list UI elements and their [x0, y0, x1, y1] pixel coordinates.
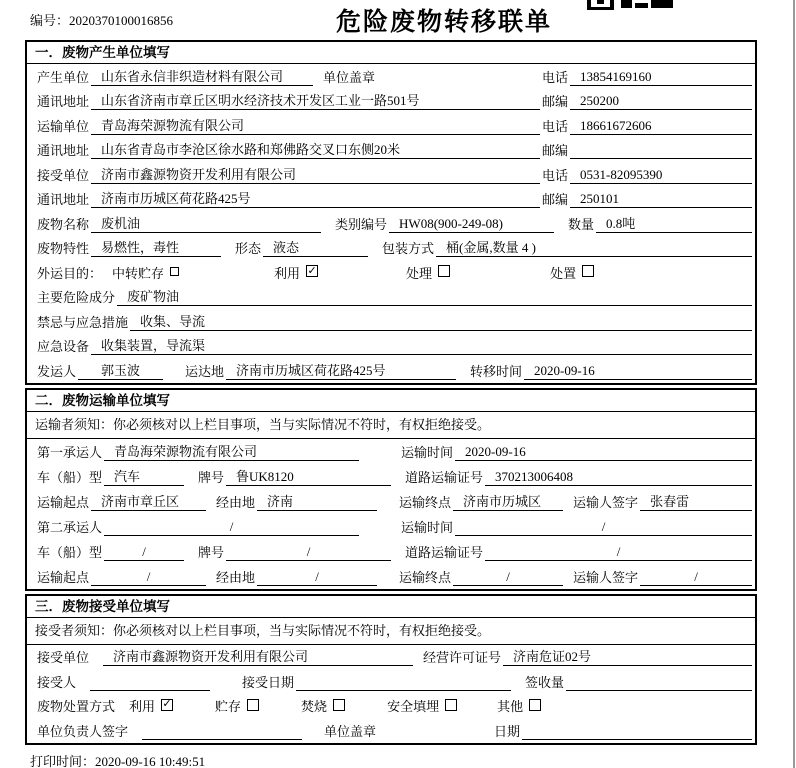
- row-vehicle1: [27, 464, 755, 489]
- vehicle-type-label: 车（船）型: [37, 469, 103, 485]
- form-value: 液态: [263, 237, 368, 257]
- form-label: 形态: [235, 241, 262, 256]
- row-receive-person: [27, 669, 755, 694]
- transport-notice: 运输者须知：你必须核对以上栏目事项，当与实际情况不符时，有权拒绝接受。: [27, 412, 755, 439]
- purpose-option: [112, 263, 179, 282]
- received-amount-label: 签收量: [525, 674, 565, 690]
- date-value: [522, 723, 752, 740]
- row-receiver-address: [27, 187, 755, 212]
- disposal-option: [497, 696, 541, 715]
- row-receive-unit: [27, 645, 755, 670]
- leader-sign-label: 单位负责人签字: [37, 723, 129, 739]
- date-label: 日期: [493, 723, 520, 739]
- carrier2-value: /: [104, 519, 359, 536]
- row-receiver: [27, 162, 755, 187]
- producer-value: 山东省永信非织造材料有限公司: [91, 66, 313, 86]
- transporter-sign-value: /: [640, 569, 752, 586]
- receive-person-value: [90, 674, 210, 691]
- zip-value-blank: [570, 142, 752, 159]
- transfer-time-label: 转移时间: [470, 363, 523, 379]
- route-via-label: 经由地: [216, 569, 256, 585]
- receive-date-value: [296, 674, 511, 691]
- transport-time-value: /: [455, 519, 752, 536]
- phone-value: 18661672606: [570, 118, 752, 135]
- address-value: 济南市历城区荷花路425号: [91, 188, 540, 208]
- category-label: 类别编号: [335, 216, 388, 232]
- section-producer-header: 一．废物产生单位填写: [27, 42, 755, 64]
- route-via-label: 经由地: [216, 494, 256, 510]
- checkbox-unchecked: [247, 699, 259, 711]
- section-transport-header: 二．废物运输单位填写: [27, 390, 755, 412]
- row-leader-sign: [27, 718, 755, 743]
- waste-name-value: 废机油: [91, 213, 321, 233]
- route-start-value: /: [91, 569, 206, 586]
- route-via-value: /: [257, 569, 377, 586]
- row-waste-character: [27, 236, 755, 261]
- doc-number-label: 编号：: [30, 13, 70, 28]
- row-transporter-address: [27, 138, 755, 163]
- row-carrier1: [27, 439, 755, 464]
- address-label: 通讯地址: [37, 192, 90, 207]
- print-time-value: 2020-09-16 10:49:51: [95, 753, 206, 768]
- row-route1: [27, 489, 755, 514]
- transport-time-label: 运输时间: [401, 519, 454, 535]
- print-time-label: 打印时间：: [30, 753, 96, 768]
- checkbox-label: 利用: [129, 699, 156, 714]
- checkbox-unchecked: [445, 699, 457, 711]
- transporter-label: 运输单位: [37, 118, 90, 134]
- doc-number-value: 2020370100016856: [69, 13, 174, 28]
- checkbox-checked: ✓: [307, 264, 317, 277]
- checkbox-label: 中转贮存: [112, 265, 165, 281]
- address-value: 山东省济南市章丘区明水经济技术开发区工业一路501号: [91, 90, 540, 110]
- producer-label: 产生单位: [37, 69, 90, 85]
- category-value: HW08(900-249-08): [389, 216, 554, 233]
- row-disposal: [27, 694, 755, 719]
- checkbox-checked: ✓: [162, 698, 172, 710]
- address-label: 通讯地址: [37, 143, 90, 158]
- checkbox-label: 处置: [550, 265, 577, 281]
- transporter-sign-value: 张春雷: [640, 491, 752, 511]
- phone-value: 0531-82095390: [570, 167, 752, 184]
- permit-value: 济南危证02号: [503, 646, 752, 666]
- row-vehicle2: [27, 539, 755, 564]
- print-time: [30, 751, 796, 768]
- section-receiver: [25, 594, 757, 745]
- leader-sign-value: [142, 723, 302, 740]
- row-carrier2: [27, 514, 755, 539]
- plate-value: 鲁UK8120: [226, 466, 391, 486]
- phone-label: 电话: [542, 118, 569, 134]
- row-hazard: [27, 285, 755, 310]
- route-start-label: 运输起点: [37, 494, 90, 510]
- route-via-value: 济南: [257, 491, 377, 511]
- disposal-option: [129, 696, 173, 715]
- vehicle-type-label: 车（船）型: [37, 544, 103, 560]
- checkbox-unchecked: [170, 267, 179, 276]
- row-producer-address: [27, 89, 755, 114]
- carrier1-label: 第一承运人: [37, 444, 103, 460]
- document-header: [0, 0, 796, 40]
- unit-seal-label: 单位盖章: [323, 69, 376, 85]
- phone-label: 电话: [542, 167, 569, 183]
- route-end-value: 济南市历城区: [453, 491, 563, 511]
- transporter-sign-label: 运输人签字: [573, 569, 639, 585]
- route-end-label: 运输终点: [399, 494, 452, 510]
- checkbox-label: 安全填埋: [387, 699, 440, 714]
- row-waste-name: [27, 211, 755, 236]
- row-transporter: [27, 113, 755, 138]
- road-license-value: /: [485, 544, 752, 561]
- hazard-value: 废矿物油: [117, 286, 752, 306]
- character-value: 易燃性，毒性: [91, 237, 221, 257]
- packing-value: 桶(金属,数量 4 ): [436, 237, 752, 257]
- phone-value: 13854169160: [570, 69, 752, 86]
- road-license-label: 道路运输证号: [405, 544, 484, 560]
- waste-name-label: 废物名称: [37, 216, 90, 232]
- taboo-value: 收集、导流: [130, 311, 752, 331]
- route-start-value: 济南市章丘区: [91, 491, 206, 511]
- purpose-option: [274, 263, 318, 282]
- receiver-notice: 接受者须知：你必须核对以上栏目事项，当与实际情况不符时，有权拒绝接受。: [27, 618, 755, 645]
- receiver-label: 接受单位: [37, 167, 90, 183]
- destination-label: 运达地: [185, 363, 225, 379]
- transport-time-label: 运输时间: [401, 444, 454, 460]
- receive-person-label: 接受人: [37, 674, 77, 690]
- section-producer: [25, 40, 757, 385]
- transporter-value: 青岛海荣源物流有限公司: [91, 115, 540, 135]
- route-start-label: 运输起点: [37, 569, 90, 585]
- plate-label: 牌号: [198, 469, 225, 485]
- section-transport: [25, 388, 757, 591]
- purpose-option: [406, 263, 450, 282]
- shipper-value: 郭玉波: [78, 360, 163, 380]
- row-route2: [27, 564, 755, 589]
- zip-label: 邮编: [542, 143, 569, 158]
- receive-unit-label: 接受单位: [37, 650, 90, 665]
- equipment-label: 应急设备: [37, 339, 90, 354]
- zip-value: 250200: [570, 93, 752, 110]
- zip-label: 邮编: [542, 192, 569, 207]
- equipment-value: 收集装置，导流渠: [91, 335, 752, 355]
- disposal-option: [215, 696, 259, 715]
- checkbox-label: 利用: [274, 265, 301, 281]
- disposal-option: [301, 696, 345, 715]
- section-receiver-header: 三．废物接受单位填写: [27, 596, 755, 618]
- row-equipment: [27, 334, 755, 359]
- window-edge: [793, 0, 795, 768]
- checkbox-unchecked: [582, 265, 594, 277]
- address-label: 通讯地址: [37, 94, 90, 109]
- carrier2-label: 第二承运人: [37, 519, 103, 535]
- permit-label: 经营许可证号: [423, 650, 502, 665]
- row-taboo: [27, 309, 755, 334]
- receiver-value: 济南市鑫源物资开发利用有限公司: [91, 164, 540, 184]
- route-end-value: /: [453, 569, 563, 586]
- carrier1-value: 青岛海荣源物流有限公司: [104, 441, 359, 461]
- disposal-option: [387, 696, 457, 715]
- received-amount-value: [566, 674, 752, 691]
- checkbox-unchecked: [333, 699, 345, 711]
- transporter-sign-label: 运输人签字: [573, 494, 639, 510]
- vehicle-type-value: /: [104, 544, 184, 561]
- checkbox-unchecked: [529, 699, 541, 711]
- transport-time-value: 2020-09-16: [455, 444, 752, 461]
- zip-label: 邮编: [542, 94, 569, 109]
- checkbox-label: 焚烧: [301, 699, 328, 714]
- disposal-label: 废物处置方式: [37, 699, 116, 714]
- address-value: 山东省青岛市李沧区徐水路和郑佛路交叉口东侧20米: [91, 139, 540, 159]
- row-shipper: [27, 358, 755, 383]
- checkbox-label: 处理: [406, 265, 433, 281]
- checkbox-unchecked: [438, 265, 450, 277]
- checkbox-label: 其他: [497, 699, 524, 714]
- road-license-value: 370213006408: [485, 469, 752, 486]
- row-producer: [27, 64, 755, 89]
- shipper-label: 发运人: [37, 363, 77, 379]
- hazard-label: 主要危险成分: [37, 290, 116, 305]
- road-license-label: 道路运输证号: [405, 469, 484, 485]
- packing-label: 包装方式: [382, 241, 435, 256]
- transfer-time-value: 2020-09-16: [524, 363, 752, 380]
- character-label: 废物特性: [37, 241, 90, 256]
- route-end-label: 运输终点: [399, 569, 452, 585]
- quantity-label: 数量: [568, 216, 595, 232]
- zip-value: 250101: [570, 191, 752, 208]
- destination-value: 济南市历城区荷花路425号: [226, 360, 456, 380]
- plate-label: 牌号: [198, 544, 225, 560]
- receive-date-label: 接受日期: [242, 674, 295, 690]
- vehicle-type-value: 汽车: [104, 466, 184, 486]
- purpose-label: 外运目的：: [37, 265, 103, 281]
- plate-value: /: [226, 544, 391, 561]
- quantity-value: 0.8吨: [596, 213, 752, 233]
- receive-unit-value: 济南市鑫源物资开发利用有限公司: [103, 646, 413, 666]
- unit-seal-label: 单位盖章: [324, 723, 377, 739]
- page-title: 危险废物转移联单: [335, 9, 552, 36]
- row-purpose: [27, 260, 755, 285]
- phone-label: 电话: [542, 69, 569, 85]
- checkbox-label: 贮存: [215, 699, 242, 714]
- taboo-label: 禁忌与应急措施: [37, 314, 129, 330]
- purpose-option: [550, 263, 594, 282]
